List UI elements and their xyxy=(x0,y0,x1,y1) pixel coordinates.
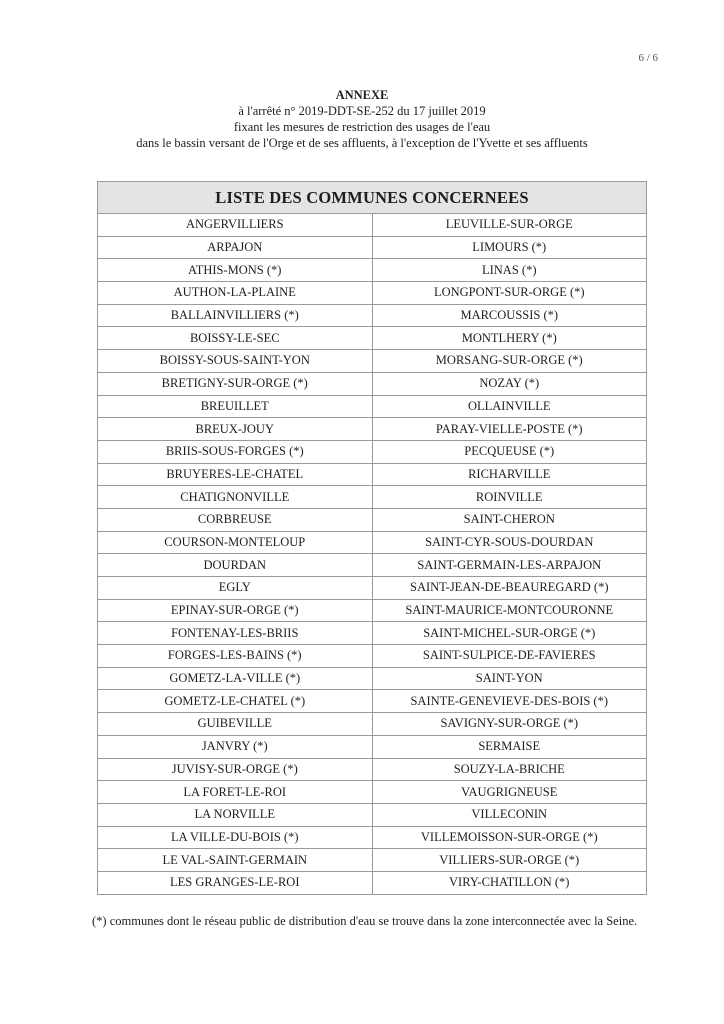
commune-cell-left: LA NORVILLE xyxy=(98,803,373,826)
table-row xyxy=(98,418,647,441)
commune-cell-right: SERMAISE xyxy=(372,735,647,758)
commune-cell-left: BRETIGNY-SUR-ORGE (*) xyxy=(98,372,373,395)
commune-cell-left: GOMETZ-LE-CHATEL (*) xyxy=(98,690,373,713)
commune-cell-right: VILLEMOISSON-SUR-ORGE (*) xyxy=(372,826,647,849)
table-row xyxy=(98,214,647,237)
commune-cell-right: LIMOURS (*) xyxy=(372,236,647,259)
commune-cell-right: MONTLHERY (*) xyxy=(372,327,647,350)
table-row xyxy=(98,372,647,395)
commune-cell-left: BRUYERES-LE-CHATEL xyxy=(98,463,373,486)
header-line-basin: dans le bassin versant de l'Orge et de ses affluents, à l'exception de l'Yvette et ses affluents xyxy=(136,136,588,150)
commune-cell-left: BOISSY-LE-SEC xyxy=(98,327,373,350)
table-row xyxy=(98,236,647,259)
commune-cell-left: LA FORET-LE-ROI xyxy=(98,781,373,804)
table-row xyxy=(98,554,647,577)
header-line-decree: à l'arrêté n° 2019-DDT-SE-252 du 17 juillet 2019 xyxy=(238,104,486,118)
commune-cell-right: LINAS (*) xyxy=(372,259,647,282)
communes-table xyxy=(97,181,647,895)
table-row xyxy=(98,577,647,600)
header-line-purpose: fixant les mesures de restriction des usages de l'eau xyxy=(233,120,491,134)
table-row xyxy=(98,781,647,804)
commune-cell-left: AUTHON-LA-PLAINE xyxy=(98,282,373,305)
commune-cell-left: ARPAJON xyxy=(98,236,373,259)
table-row xyxy=(98,758,647,781)
table-row xyxy=(98,486,647,509)
commune-cell-left: FORGES-LES-BAINS (*) xyxy=(98,645,373,668)
commune-cell-right: PECQUEUSE (*) xyxy=(372,440,647,463)
commune-cell-left: COURSON-MONTELOUP xyxy=(98,531,373,554)
commune-cell-left: LE VAL-SAINT-GERMAIN xyxy=(98,849,373,872)
table-row xyxy=(98,327,647,350)
commune-cell-right: NOZAY (*) xyxy=(372,372,647,395)
commune-cell-right: VIRY-CHATILLON (*) xyxy=(372,871,647,894)
table-row xyxy=(98,304,647,327)
table-row xyxy=(98,395,647,418)
table-row xyxy=(98,735,647,758)
commune-cell-left: BREUX-JOUY xyxy=(98,418,373,441)
commune-cell-left: BRIIS-SOUS-FORGES (*) xyxy=(98,440,373,463)
table-row xyxy=(98,350,647,373)
commune-cell-right: SAINTE-GENEVIEVE-DES-BOIS (*) xyxy=(372,690,647,713)
commune-cell-left: LES GRANGES-LE-ROI xyxy=(98,871,373,894)
commune-cell-left: EGLY xyxy=(98,577,373,600)
commune-cell-left: GUIBEVILLE xyxy=(98,713,373,736)
table-row xyxy=(98,282,647,305)
table-row xyxy=(98,463,647,486)
commune-cell-right: RICHARVILLE xyxy=(372,463,647,486)
commune-cell-left: ATHIS-MONS (*) xyxy=(98,259,373,282)
table-row xyxy=(98,871,647,894)
commune-cell-left: BALLAINVILLIERS (*) xyxy=(98,304,373,327)
commune-cell-right: SAINT-SULPICE-DE-FAVIERES xyxy=(372,645,647,668)
table-row xyxy=(98,259,647,282)
commune-cell-left: ANGERVILLIERS xyxy=(98,214,373,237)
commune-cell-right: PARAY-VIELLE-POSTE (*) xyxy=(372,418,647,441)
commune-cell-right: SOUZY-LA-BRICHE xyxy=(372,758,647,781)
commune-cell-right: SAINT-GERMAIN-LES-ARPAJON xyxy=(372,554,647,577)
commune-cell-right: SAINT-MAURICE-MONTCOURONNE xyxy=(372,599,647,622)
commune-cell-right: SAINT-MICHEL-SUR-ORGE (*) xyxy=(372,622,647,645)
table-row xyxy=(98,645,647,668)
table-heading: LISTE DES COMMUNES CONCERNEES xyxy=(98,182,647,214)
commune-cell-right: SAVIGNY-SUR-ORGE (*) xyxy=(372,713,647,736)
footnote: (*) communes dont le réseau public de distribution d'eau se trouve dans la zone interconnectée avec la Seine. xyxy=(92,914,638,928)
table-row xyxy=(98,599,647,622)
table-row xyxy=(98,622,647,645)
table-row xyxy=(98,803,647,826)
commune-cell-left: GOMETZ-LA-VILLE (*) xyxy=(98,667,373,690)
commune-cell-right: SAINT-CYR-SOUS-DOURDAN xyxy=(372,531,647,554)
table-row xyxy=(98,713,647,736)
commune-cell-right: LEUVILLE-SUR-ORGE xyxy=(372,214,647,237)
commune-cell-left: BOISSY-SOUS-SAINT-YON xyxy=(98,350,373,373)
table-row xyxy=(98,667,647,690)
commune-cell-right: SAINT-YON xyxy=(372,667,647,690)
commune-cell-right: OLLAINVILLE xyxy=(372,395,647,418)
commune-cell-left: CORBREUSE xyxy=(98,508,373,531)
table-row xyxy=(98,826,647,849)
commune-cell-right: MARCOUSSIS (*) xyxy=(372,304,647,327)
commune-cell-right: LONGPONT-SUR-ORGE (*) xyxy=(372,282,647,305)
commune-cell-left: EPINAY-SUR-ORGE (*) xyxy=(98,599,373,622)
commune-cell-left: DOURDAN xyxy=(98,554,373,577)
document-header xyxy=(0,87,724,151)
commune-cell-right: VAUGRIGNEUSE xyxy=(372,781,647,804)
commune-cell-left: LA VILLE-DU-BOIS (*) xyxy=(98,826,373,849)
table-row xyxy=(98,690,647,713)
commune-cell-right: VILLECONIN xyxy=(372,803,647,826)
commune-cell-left: FONTENAY-LES-BRIIS xyxy=(98,622,373,645)
commune-cell-right: ROINVILLE xyxy=(372,486,647,509)
commune-cell-right: SAINT-JEAN-DE-BEAUREGARD (*) xyxy=(372,577,647,600)
commune-cell-right: SAINT-CHERON xyxy=(372,508,647,531)
commune-cell-left: CHATIGNONVILLE xyxy=(98,486,373,509)
communes-table-body xyxy=(98,214,647,895)
commune-cell-left: JANVRY (*) xyxy=(98,735,373,758)
table-row xyxy=(98,531,647,554)
commune-cell-right: VILLIERS-SUR-ORGE (*) xyxy=(372,849,647,872)
page-number: 6 / 6 xyxy=(638,52,658,64)
commune-cell-left: BREUILLET xyxy=(98,395,373,418)
commune-cell-left: JUVISY-SUR-ORGE (*) xyxy=(98,758,373,781)
table-row xyxy=(98,849,647,872)
commune-cell-right: MORSANG-SUR-ORGE (*) xyxy=(372,350,647,373)
table-row xyxy=(98,508,647,531)
document-title: ANNEXE xyxy=(335,88,389,102)
table-row xyxy=(98,440,647,463)
